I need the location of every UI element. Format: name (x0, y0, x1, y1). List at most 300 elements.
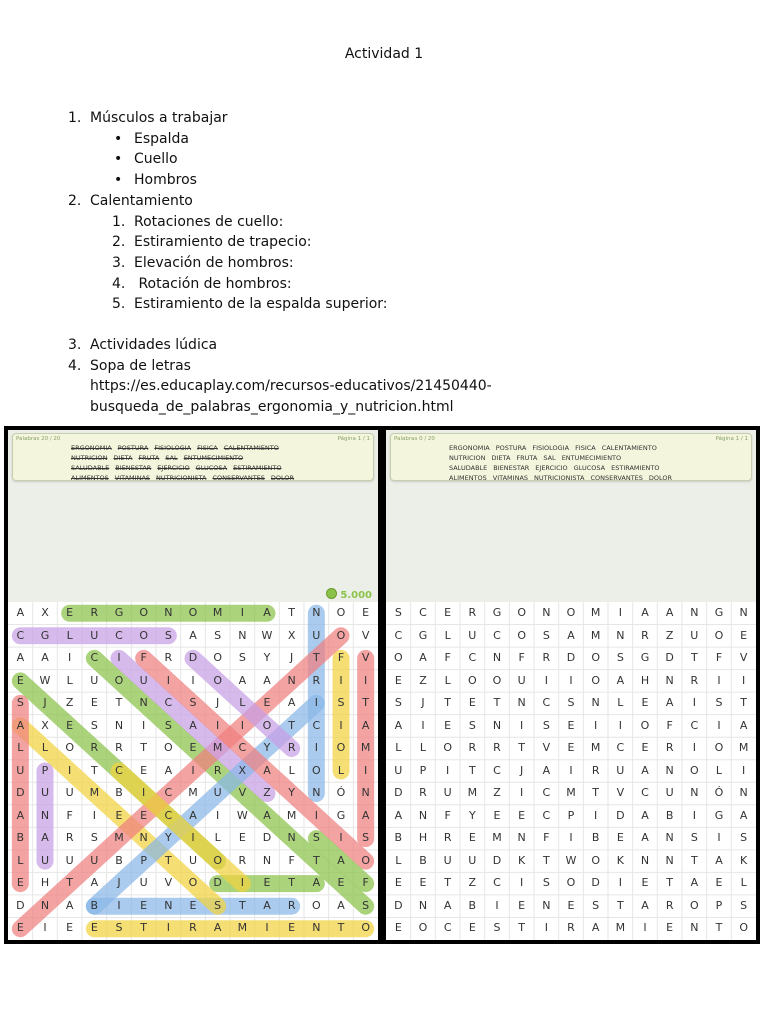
letter-cell[interactable]: M (492, 831, 502, 845)
letter-cell[interactable]: S (715, 696, 723, 710)
letter-cell[interactable]: M (212, 741, 223, 755)
letter-cell[interactable]: E (641, 876, 649, 890)
letter-cell[interactable]: J (43, 696, 47, 710)
letter-cell[interactable]: U (40, 786, 50, 800)
letter-cell[interactable]: D (16, 786, 25, 800)
letter-cell[interactable]: I (569, 763, 573, 777)
letter-cell[interactable]: F (288, 853, 295, 867)
letter-cell[interactable]: V (361, 651, 370, 665)
letter-cell[interactable]: A (739, 808, 748, 822)
letter-cell[interactable]: S (90, 831, 98, 845)
letter-cell[interactable]: T (592, 786, 600, 800)
letter-cell[interactable]: A (41, 831, 49, 845)
letter-cell[interactable]: R (665, 898, 674, 912)
letter-cell[interactable]: O (311, 898, 321, 912)
letter-cell[interactable]: O (566, 876, 576, 890)
letter-cell[interactable]: I (166, 921, 170, 935)
letter-cell[interactable]: A (16, 718, 25, 732)
letter-cell[interactable]: A (238, 673, 247, 687)
letter-cell[interactable]: O (213, 651, 222, 665)
letter-cell[interactable]: S (214, 898, 222, 912)
letter-cell[interactable]: T (616, 898, 624, 912)
letter-cell[interactable]: O (467, 673, 477, 687)
letter-cell[interactable]: R (591, 763, 600, 777)
letter-cell[interactable]: M (566, 786, 576, 800)
letter-cell[interactable]: T (542, 853, 550, 867)
letter-cell[interactable]: H (418, 831, 428, 845)
letter-cell[interactable]: T (362, 696, 370, 710)
letter-cell[interactable]: N (542, 606, 551, 619)
letter-cell[interactable]: F (715, 651, 723, 665)
letter-cell[interactable]: T (337, 921, 345, 935)
letter-cell[interactable]: J (520, 763, 524, 777)
letter-cell[interactable]: O (336, 606, 346, 619)
letter-cell[interactable]: J (290, 651, 294, 665)
letter-cell[interactable]: L (288, 763, 295, 777)
letter-cell[interactable]: E (468, 831, 476, 845)
letter-cell[interactable]: N (690, 921, 699, 935)
letter-cell[interactable]: X (41, 718, 49, 732)
letter-cell[interactable]: U (443, 853, 452, 867)
letter-cell[interactable]: L (395, 853, 402, 867)
letter-cell[interactable]: U (443, 786, 452, 800)
letter-cell[interactable]: T (312, 651, 320, 665)
letter-cell[interactable]: I (339, 718, 343, 732)
letter-cell[interactable]: T (288, 876, 296, 890)
letter-cell[interactable]: N (665, 763, 674, 777)
letter-cell[interactable]: I (569, 673, 573, 687)
letter-cell[interactable]: E (16, 921, 24, 935)
letter-cell[interactable]: S (337, 696, 345, 710)
letter-cell[interactable]: Ó (714, 786, 724, 800)
letter-cell[interactable]: Z (665, 628, 674, 642)
letter-cell[interactable]: X (287, 628, 296, 642)
letter-cell[interactable]: L (395, 741, 402, 755)
letter-cell[interactable]: M (590, 606, 601, 619)
letter-cell[interactable]: I (692, 808, 696, 822)
letter-cell[interactable]: L (419, 741, 427, 755)
letter-cell[interactable]: B (591, 831, 600, 845)
letter-cell[interactable]: O (393, 651, 403, 665)
letter-cell[interactable]: N (418, 898, 428, 912)
letter-cell[interactable]: R (641, 628, 649, 642)
letter-cell[interactable]: A (263, 808, 271, 822)
letter-cell[interactable]: B (16, 831, 25, 845)
letter-cell[interactable]: A (361, 718, 370, 732)
letter-cell[interactable]: M (188, 786, 198, 800)
letter-cell[interactable]: P (140, 853, 147, 867)
letter-cell[interactable]: A (715, 853, 723, 867)
letter-cell[interactable]: M (590, 628, 601, 642)
letter-cell[interactable]: I (216, 808, 220, 822)
letter-cell[interactable]: E (90, 696, 98, 710)
letter-cell[interactable]: S (740, 831, 748, 845)
letter-cell[interactable]: O (163, 741, 173, 755)
letter-cell[interactable]: T (140, 741, 148, 755)
letter-cell[interactable]: T (468, 763, 476, 777)
letter-cell[interactable]: L (617, 696, 624, 710)
letter-cell[interactable]: G (492, 606, 502, 619)
letter-cell[interactable]: E (189, 898, 197, 912)
letter-cell[interactable]: F (543, 831, 550, 845)
letter-cell[interactable]: G (336, 808, 346, 822)
letter-cell[interactable]: O (443, 741, 452, 755)
letter-cell[interactable]: K (518, 853, 526, 867)
letter-cell[interactable]: N (287, 831, 296, 845)
letter-cell[interactable]: A (542, 763, 551, 777)
letter-cell[interactable]: V (361, 628, 370, 642)
letter-cell[interactable]: N (40, 808, 50, 822)
letter-cell[interactable]: T (90, 763, 98, 777)
letter-cell[interactable]: E (362, 606, 370, 619)
letter-cell[interactable]: C (641, 786, 649, 800)
letter-cell[interactable]: U (65, 853, 74, 867)
letter-cell[interactable]: B (419, 853, 427, 867)
letter-cell[interactable]: K (616, 853, 624, 867)
letter-cell[interactable]: S (542, 876, 550, 890)
letter-cell[interactable]: R (312, 673, 321, 687)
letter-cell[interactable]: I (618, 718, 622, 732)
letter-cell[interactable]: T (444, 876, 452, 890)
letter-cell[interactable]: I (92, 808, 96, 822)
letter-cell[interactable]: G (714, 808, 724, 822)
resource-link[interactable]: busqueda_de_palabras_ergonomia_y_nutricion.html (90, 399, 454, 416)
letter-cell[interactable]: I (117, 898, 121, 912)
letter-cell[interactable]: U (517, 673, 526, 687)
letter-cell[interactable]: A (263, 673, 271, 687)
letter-cell[interactable]: T (493, 696, 501, 710)
letter-cell[interactable]: E (518, 808, 526, 822)
letter-cell[interactable]: S (238, 651, 246, 665)
letter-cell[interactable]: O (213, 673, 222, 687)
letter-cell[interactable]: A (443, 898, 452, 912)
letter-cell[interactable]: S (90, 718, 98, 732)
letter-cell[interactable]: E (394, 673, 402, 687)
letter-cell[interactable]: M (590, 741, 601, 755)
letter-cell[interactable]: I (520, 718, 524, 732)
letter-cell[interactable]: G (40, 628, 50, 642)
letter-cell[interactable]: M (467, 786, 478, 800)
letter-cell[interactable]: W (565, 853, 577, 867)
letter-cell[interactable]: U (40, 853, 50, 867)
letter-cell[interactable]: L (214, 831, 221, 845)
letter-cell[interactable]: I (717, 718, 721, 732)
letter-cell[interactable]: T (164, 853, 172, 867)
letter-cell[interactable]: J (421, 696, 425, 710)
letter-cell[interactable]: D (188, 651, 198, 665)
letter-cell[interactable]: C (419, 606, 427, 619)
letter-cell[interactable]: S (468, 718, 476, 732)
letter-cell[interactable]: S (164, 628, 172, 642)
letter-cell[interactable]: Y (468, 808, 476, 822)
letter-cell[interactable]: A (616, 673, 625, 687)
letter-cell[interactable]: I (265, 921, 269, 935)
letter-cell[interactable]: L (17, 853, 24, 867)
letter-cell[interactable]: T (288, 718, 296, 732)
letter-cell[interactable]: F (140, 651, 147, 665)
letter-cell[interactable]: I (717, 831, 721, 845)
letter-cell[interactable]: A (641, 831, 649, 845)
letter-cell[interactable]: Y (288, 786, 296, 800)
letter-cell[interactable]: N (665, 831, 674, 845)
letter-cell[interactable]: C (238, 741, 247, 755)
letter-cell[interactable]: S (16, 696, 24, 710)
letter-cell[interactable]: E (189, 741, 197, 755)
letter-cell[interactable]: I (142, 786, 146, 800)
letter-cell[interactable]: Z (263, 786, 271, 800)
letter-cell[interactable]: U (468, 853, 477, 867)
letter-cell[interactable]: I (191, 831, 195, 845)
letter-cell[interactable]: Y (263, 651, 271, 665)
letter-cell[interactable]: A (16, 808, 25, 822)
letter-cell[interactable]: T (66, 876, 74, 890)
letter-cell[interactable]: D (16, 898, 25, 912)
letter-cell[interactable]: O (640, 718, 650, 732)
letter-grid-solved[interactable] (8, 602, 378, 940)
letter-cell[interactable]: I (240, 606, 244, 619)
letter-cell[interactable]: C (115, 628, 123, 642)
letter-cell[interactable]: I (142, 718, 146, 732)
letter-cell[interactable]: L (337, 763, 345, 777)
letter-cell[interactable]: R (468, 741, 477, 755)
letter-cell[interactable]: E (444, 606, 452, 619)
letter-cell[interactable]: I (569, 831, 573, 845)
letter-cell[interactable]: D (262, 831, 272, 845)
letter-cell[interactable]: O (517, 606, 526, 619)
letter-cell[interactable]: E (567, 741, 575, 755)
letter-cell[interactable]: E (468, 921, 476, 935)
letter-cell[interactable]: N (492, 651, 502, 665)
letter-cell[interactable]: E (140, 808, 148, 822)
letter-cell[interactable]: D (394, 898, 403, 912)
letter-cell[interactable]: S (592, 898, 600, 912)
letter-cell[interactable]: P (715, 898, 723, 912)
letter-cell[interactable]: E (115, 808, 123, 822)
letter-cell[interactable]: E (140, 898, 148, 912)
letter-cell[interactable]: T (288, 606, 296, 619)
letter-cell[interactable]: N (690, 606, 699, 619)
letter-cell[interactable]: V (164, 876, 173, 890)
letter-cell[interactable]: I (240, 876, 244, 890)
letter-cell[interactable]: S (567, 696, 575, 710)
letter-cell[interactable]: E (419, 876, 427, 890)
letter-cell[interactable]: T (690, 651, 698, 665)
letter-cell[interactable]: N (690, 786, 699, 800)
letter-cell[interactable]: I (314, 741, 318, 755)
letter-cell[interactable]: R (287, 898, 296, 912)
letter-cell[interactable]: C (690, 718, 699, 732)
letter-cell[interactable]: I (717, 673, 721, 687)
letter-cell[interactable]: A (263, 898, 271, 912)
letter-cell[interactable]: C (493, 628, 501, 642)
letter-cell[interactable]: S (542, 718, 550, 732)
letter-cell[interactable]: A (419, 651, 427, 665)
letter-cell[interactable]: Y (263, 741, 271, 755)
letter-cell[interactable]: R (90, 741, 99, 755)
letter-cell[interactable]: M (212, 606, 223, 619)
letter-cell[interactable]: N (139, 696, 148, 710)
letter-cell[interactable]: O (336, 628, 346, 642)
letter-cell[interactable]: U (188, 853, 198, 867)
letter-cell[interactable]: E (394, 921, 402, 935)
letter-cell[interactable]: F (66, 808, 73, 822)
letter-cell[interactable]: N (665, 673, 674, 687)
letter-cell[interactable]: N (312, 606, 321, 619)
letter-cell[interactable]: C (443, 921, 452, 935)
letter-cell[interactable]: E (90, 921, 98, 935)
letter-cell[interactable]: S (189, 696, 197, 710)
letter-cell[interactable]: E (641, 741, 649, 755)
letter-cell[interactable]: A (189, 628, 197, 642)
letter-cell[interactable]: C (90, 651, 99, 665)
letter-cell[interactable]: R (665, 741, 674, 755)
letter-cell[interactable]: H (40, 876, 50, 890)
letter-cell[interactable]: E (567, 718, 575, 732)
letter-cell[interactable]: N (238, 628, 247, 642)
letter-cell[interactable]: D (616, 808, 625, 822)
letter-cell[interactable]: D (213, 876, 222, 890)
letter-cell[interactable]: T (518, 921, 526, 935)
letter-cell[interactable]: V (542, 741, 551, 755)
letter-cell[interactable]: C (616, 741, 625, 755)
letter-cell[interactable]: O (336, 741, 346, 755)
letter-cell[interactable]: A (665, 606, 674, 619)
letter-cell[interactable]: O (517, 628, 526, 642)
letter-cell[interactable]: T (140, 921, 148, 935)
letter-cell[interactable]: O (188, 606, 198, 619)
letter-cell[interactable]: N (616, 628, 625, 642)
letter-cell[interactable]: O (262, 718, 272, 732)
letter-cell[interactable]: A (16, 651, 25, 665)
letter-cell[interactable]: X (41, 606, 49, 619)
letter-cell[interactable]: R (238, 853, 247, 867)
letter-cell[interactable]: R (493, 741, 501, 755)
letter-cell[interactable]: I (618, 876, 622, 890)
letter-cell[interactable]: N (312, 786, 321, 800)
letter-cell[interactable]: G (714, 606, 724, 619)
letter-cell[interactable]: A (690, 876, 699, 890)
letter-cell[interactable]: L (66, 673, 73, 687)
letter-cell[interactable]: E (238, 831, 246, 845)
letter-cell[interactable]: I (117, 651, 121, 665)
letter-cell[interactable]: A (65, 898, 74, 912)
letter-cell[interactable]: I (339, 673, 343, 687)
letter-cell[interactable]: A (665, 696, 674, 710)
letter-cell[interactable]: N (312, 921, 321, 935)
letter-cell[interactable]: C (542, 696, 551, 710)
letter-cell[interactable]: L (715, 763, 723, 777)
letter-cell[interactable]: S (362, 831, 370, 845)
letter-cell[interactable]: O (689, 763, 699, 777)
letter-cell[interactable]: I (339, 831, 343, 845)
letter-cell[interactable]: A (337, 853, 345, 867)
letter-cell[interactable]: I (495, 898, 499, 912)
letter-cell[interactable]: T (715, 921, 723, 935)
letter-cell[interactable]: O (739, 921, 748, 935)
letter-cell[interactable]: L (66, 628, 73, 642)
letter-cell[interactable]: D (566, 651, 576, 665)
letter-cell[interactable]: S (214, 628, 222, 642)
letter-cell[interactable]: E (394, 876, 402, 890)
letter-cell[interactable]: F (518, 651, 525, 665)
letter-cell[interactable]: A (394, 808, 403, 822)
letter-cell[interactable]: S (394, 606, 402, 619)
letter-cell[interactable]: Z (468, 876, 477, 890)
letter-cell[interactable]: G (114, 606, 124, 619)
letter-cell[interactable]: N (665, 853, 674, 867)
letter-cell[interactable]: S (740, 898, 748, 912)
letter-cell[interactable]: E (444, 718, 452, 732)
letter-cell[interactable]: I (43, 921, 47, 935)
letter-cell[interactable]: C (164, 696, 173, 710)
letter-cell[interactable]: E (16, 876, 24, 890)
letter-cell[interactable]: U (690, 628, 699, 642)
letter-cell[interactable]: N (40, 898, 50, 912)
letter-cell[interactable]: R (419, 786, 427, 800)
letter-cell[interactable]: E (288, 921, 296, 935)
letter-cell[interactable]: R (287, 741, 296, 755)
letter-cell[interactable]: E (66, 921, 74, 935)
letter-cell[interactable]: R (164, 651, 173, 665)
letter-cell[interactable]: L (41, 741, 49, 755)
letter-cell[interactable]: A (263, 763, 271, 777)
letter-cell[interactable]: F (666, 718, 673, 732)
letter-cell[interactable]: O (139, 606, 148, 619)
letter-cell[interactable]: P (419, 763, 427, 777)
letter-cell[interactable]: I (594, 718, 598, 732)
letter-cell[interactable]: C (164, 786, 173, 800)
letter-cell[interactable]: R (189, 921, 197, 935)
letter-cell[interactable]: W (39, 673, 51, 687)
letter-cell[interactable]: I (643, 921, 647, 935)
letter-cell[interactable]: I (68, 763, 72, 777)
letter-cell[interactable]: T (115, 696, 123, 710)
letter-cell[interactable]: J (216, 696, 220, 710)
letter-cell[interactable]: R (90, 606, 99, 619)
letter-cell[interactable]: D (665, 651, 674, 665)
letter-cell[interactable]: O (566, 606, 576, 619)
letter-cell[interactable]: N (640, 853, 650, 867)
letter-cell[interactable]: N (164, 898, 173, 912)
letter-cell[interactable]: S (362, 898, 370, 912)
letter-cell[interactable]: M (237, 921, 248, 935)
letter-cell[interactable]: J (117, 876, 121, 890)
letter-cell[interactable]: I (364, 763, 368, 777)
letter-cell[interactable]: N (361, 786, 370, 800)
letter-cell[interactable]: R (690, 673, 699, 687)
letter-cell[interactable]: R (443, 831, 452, 845)
letter-cell[interactable]: P (41, 763, 49, 777)
letter-cell[interactable]: B (115, 786, 123, 800)
letter-cell[interactable]: M (360, 741, 371, 755)
letter-cell[interactable]: K (740, 853, 748, 867)
letter-cell[interactable]: E (518, 898, 526, 912)
letter-cell[interactable]: I (692, 696, 696, 710)
letter-cell[interactable]: U (616, 763, 625, 777)
letter-cell[interactable]: O (361, 921, 370, 935)
letter-cell[interactable]: O (714, 741, 724, 755)
letter-cell[interactable]: U (90, 853, 99, 867)
letter-cell[interactable]: W (236, 808, 248, 822)
letter-cell[interactable]: E (715, 876, 723, 890)
letter-cell[interactable]: E (140, 763, 148, 777)
letter-cell[interactable]: E (740, 628, 748, 642)
letter-cell[interactable]: M (738, 741, 749, 755)
letter-cell[interactable]: A (164, 763, 173, 777)
letter-cell[interactable]: O (139, 628, 148, 642)
letter-cell[interactable]: A (41, 651, 49, 665)
letter-cell[interactable]: U (65, 786, 74, 800)
